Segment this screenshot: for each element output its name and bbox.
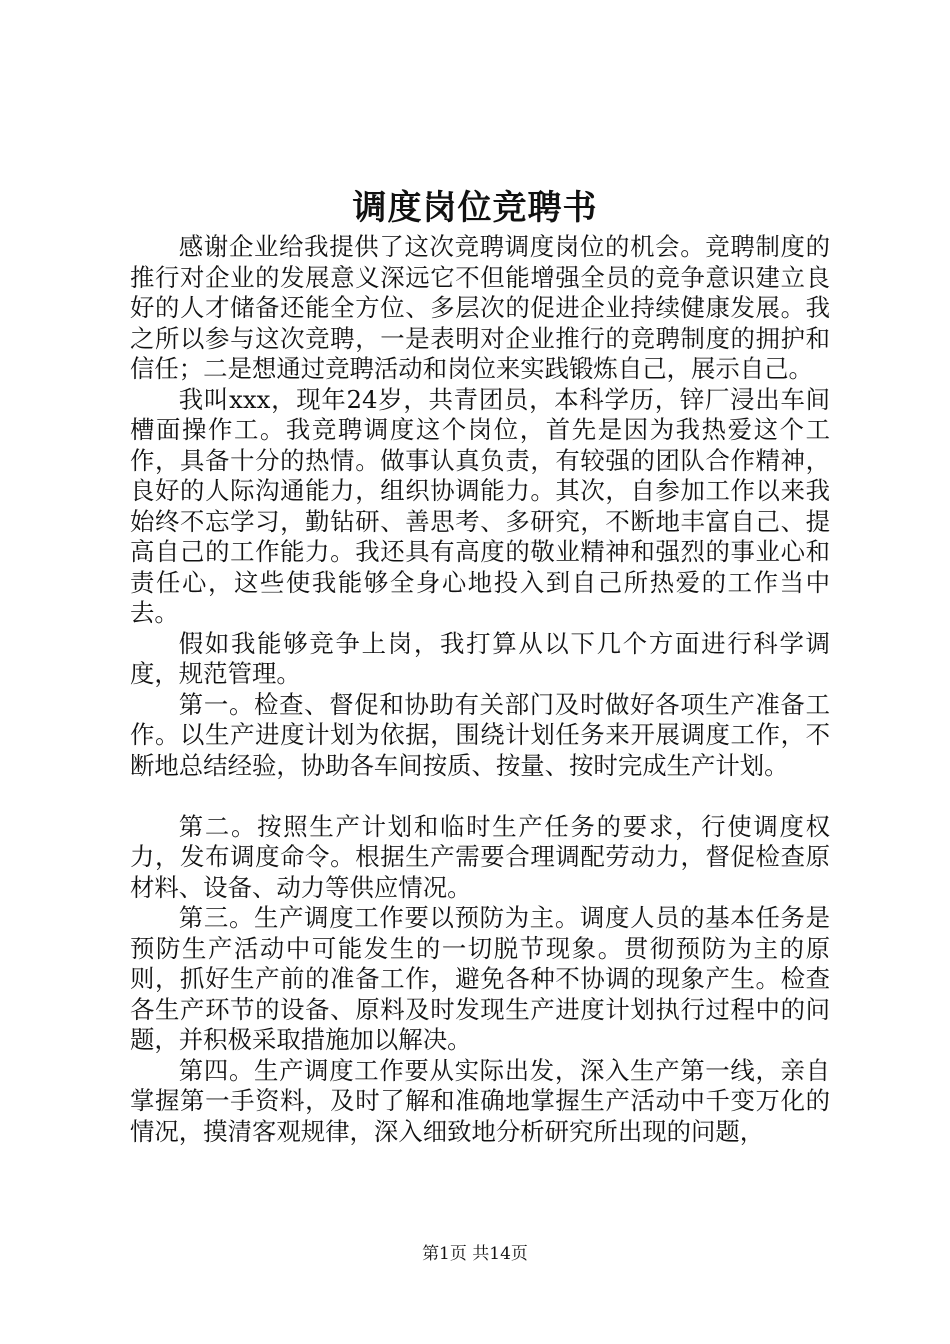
paragraph-plan-intro: 假如我能够竞争上岗，我打算从以下几个方面进行科学调度，规范管理。 xyxy=(130,628,830,688)
paragraph-intro: 感谢企业给我提供了这次竞聘调度岗位的机会。竞聘制度的推行对企业的发展意义深远它不但能增强全员的竞争意识建立良好的人才储备还能全方位、多层次的促进企业持续健康发展。我之所以参与这次竞聘，一是表明对企业推行的竞聘制度的拥护和信任；二是想通过竞聘活动和岗位来实践锻炼自己，展示自己。 xyxy=(130,232,830,383)
paragraph-point-two: 第二。按照生产计划和临时生产任务的要求，行使调度权力，发布调度命令。根据生产需要合理调配劳动力，督促检查原材料、设备、动力等供应情况。 xyxy=(130,811,830,902)
paragraph-point-three: 第三。生产调度工作要以预防为主。调度人员的基本任务是预防生产活动中可能发生的一切脱节现象。贯彻预防为主的原则，抓好生产前的准备工作，避免各种不协调的现象产生。检查各生产环节的设备、原料及时发现生产进度计划执行过程中的问题，并积极采取措施加以解决。 xyxy=(130,903,830,1054)
document-body xyxy=(130,232,830,1147)
paragraph-point-one: 第一。检查、督促和协助有关部门及时做好各项生产准备工作。以生产进度计划为依据，围绕计划任务来开展调度工作，不断地总结经验，协助各车间按质、按量、按时完成生产计划。 xyxy=(130,689,830,780)
paragraph-self-introduction: 我叫xxx，现年24岁，共青团员，本科学历，锌厂浸出车间槽面操作工。我竞聘调度这个岗位，首先是因为我热爱这个工作，具备十分的热情。做事认真负责，有较强的团队合作精神，良好的人际沟通能力，组织协调能力。其次，自参加工作以来我始终不忘学习，勤钻研、善思考、多研究，不断地丰富自己、提高自己的工作能力。我还具有高度的敬业精神和强烈的事业心和责任心，这些使我能够全身心地投入到自己所热爱的工作当中去。 xyxy=(130,384,830,627)
document-title: 调度岗位竞聘书 xyxy=(352,188,598,228)
paragraph-point-four: 第四。生产调度工作要从实际出发，深入生产第一线，亲自掌握第一手资料，及时了解和准确地掌握生产活动中千变万化的情况，摸清客观规律，深入细致地分析研究所出现的问题， xyxy=(130,1055,830,1146)
paragraph-spacer xyxy=(130,781,830,812)
page-number-footer: 第1页 共14页 xyxy=(422,1244,528,1264)
